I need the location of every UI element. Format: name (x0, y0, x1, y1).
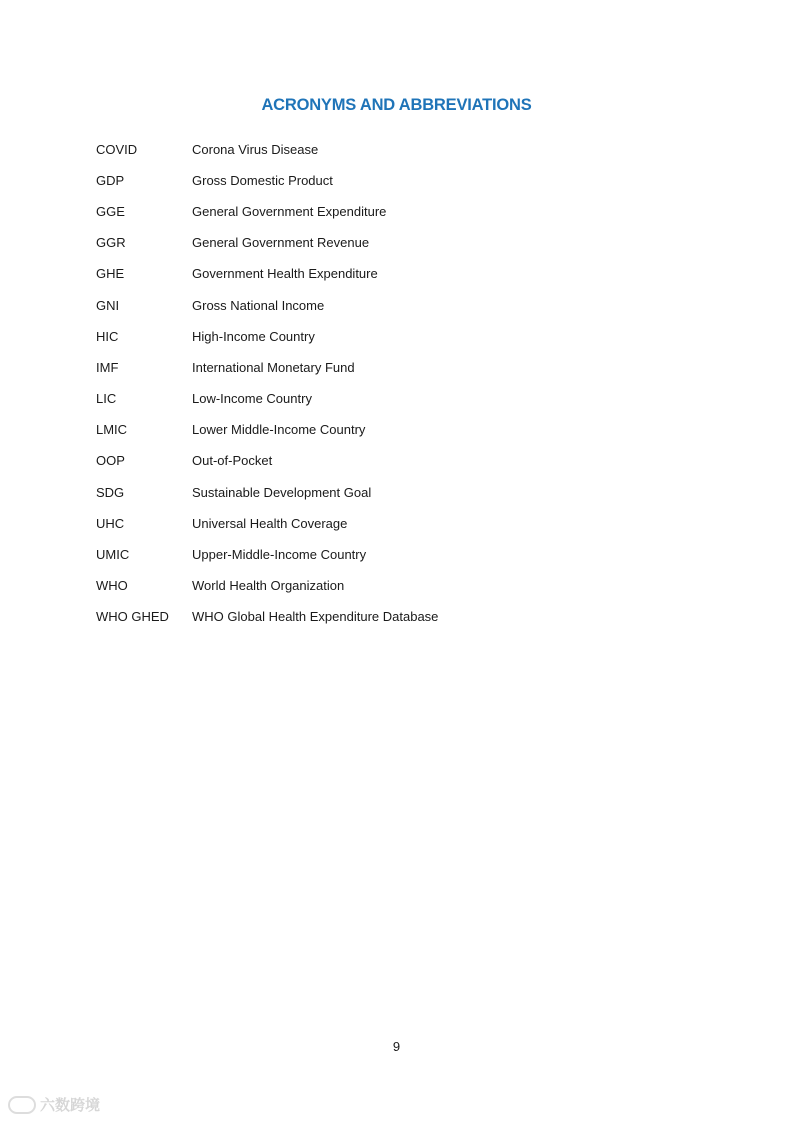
acronym-row (96, 196, 656, 227)
acronym-row (96, 134, 656, 165)
watermark (8, 1094, 100, 1115)
acronym-definition: Corona Virus Disease (192, 141, 319, 157)
acronym-definition: Upper-Middle-Income Country (192, 547, 367, 563)
acronym-abbreviation: OOP (96, 453, 125, 469)
acronym-abbreviation: WHO GHED (96, 609, 169, 625)
acronym-definition: High-Income Country (192, 328, 315, 344)
acronym-row (96, 290, 656, 321)
acronym-definition: Low-Income Country (192, 391, 312, 407)
acronym-row (96, 228, 656, 259)
acronym-row (96, 259, 656, 290)
acronym-definition: WHO Global Health Expenditure Database (192, 609, 439, 625)
acronym-definition: General Government Expenditure (192, 203, 387, 219)
acronym-abbreviation: HIC (96, 328, 119, 344)
acronym-list (96, 134, 656, 633)
acronym-row (96, 602, 656, 633)
page-title: ACRONYMS AND ABBREVIATIONS (261, 96, 532, 114)
acronym-definition: World Health Organization (192, 578, 345, 594)
acronym-definition: Gross National Income (192, 297, 325, 313)
acronym-definition: Out-of-Pocket (192, 453, 273, 469)
page-number: 9 (392, 1039, 401, 1054)
acronym-row (96, 508, 656, 539)
acronym-abbreviation: GHE (96, 266, 125, 282)
acronym-definition: Gross Domestic Product (192, 172, 333, 188)
acronym-abbreviation: GGE (96, 203, 125, 219)
watermark-text: 六数跨境 (40, 1097, 101, 1114)
acronym-definition: International Monetary Fund (192, 359, 355, 375)
acronym-definition: Universal Health Coverage (192, 515, 348, 531)
acronym-row (96, 415, 656, 446)
acronym-abbreviation: GDP (96, 172, 125, 188)
acronym-abbreviation: UMIC (96, 547, 130, 563)
acronym-abbreviation: WHO (96, 578, 128, 594)
watermark-logo-icon (8, 1096, 36, 1114)
acronym-abbreviation: LIC (96, 391, 117, 407)
acronym-row (96, 539, 656, 570)
acronym-definition: General Government Revenue (192, 235, 370, 251)
acronym-abbreviation: UHC (96, 515, 125, 531)
acronym-row (96, 446, 656, 477)
acronym-abbreviation: IMF (96, 359, 119, 375)
acronym-row (96, 321, 656, 352)
acronym-row (96, 384, 656, 415)
acronym-abbreviation: SDG (96, 484, 125, 500)
acronym-definition: Government Health Expenditure (192, 266, 378, 282)
acronym-abbreviation: COVID (96, 141, 138, 157)
acronym-abbreviation: LMIC (96, 422, 128, 438)
acronym-row (96, 165, 656, 196)
acronym-row (96, 477, 656, 508)
acronym-abbreviation: GGR (96, 235, 126, 251)
acronym-definition: Sustainable Development Goal (192, 484, 372, 500)
acronym-row (96, 571, 656, 602)
acronym-row (96, 352, 656, 383)
acronym-definition: Lower Middle-Income Country (192, 422, 366, 438)
acronym-abbreviation: GNI (96, 297, 120, 313)
